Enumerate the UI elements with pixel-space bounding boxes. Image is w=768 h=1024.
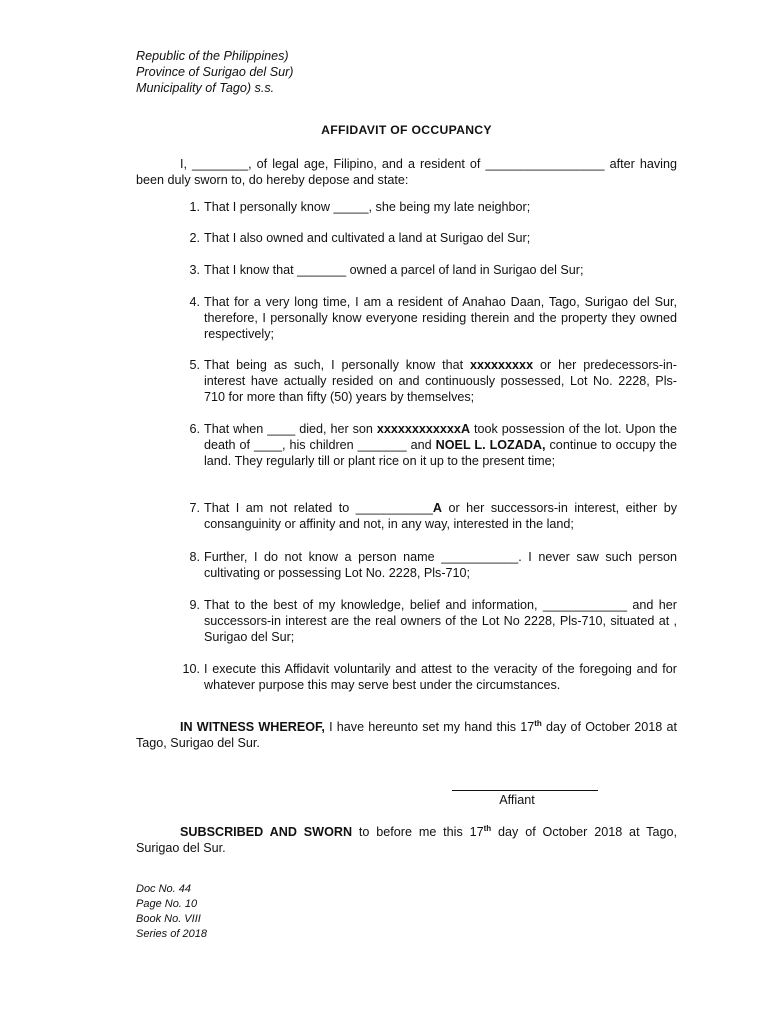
- placeholder-suffix: A: [432, 501, 442, 515]
- placeholder-son-name: xxxxxxxxxxxxA: [376, 422, 471, 436]
- document-title: AFFIDAVIT OF OCCUPANCY: [321, 123, 492, 137]
- item-text: [204, 500, 677, 532]
- statement-item-3: [180, 262, 677, 278]
- venue-municipality: Municipality of Tago) s.s.: [136, 81, 275, 95]
- item-text: That I also owned and cultivated a land at Surigao del Sur;: [204, 231, 531, 245]
- item-number: 6.: [189, 422, 200, 436]
- affiant-label: Affiant: [499, 793, 535, 807]
- venue-province: Province of Surigao del Sur): [136, 65, 294, 79]
- item-text: [204, 421, 677, 469]
- statement-item-6: [180, 421, 677, 469]
- item-text: That to the best of my knowledge, belief and information, ____________ and her successors-in interest are the real owners of the Lot No 2228, Pls-710, situated at , Surigao del Sur;: [204, 598, 677, 644]
- item-number: 3.: [189, 263, 200, 277]
- item-number: 4.: [189, 295, 200, 309]
- jurat-text: to before me this 17: [352, 825, 484, 839]
- statement-item-4: [180, 294, 677, 342]
- witness-text: I have hereunto set my hand this 17: [324, 720, 535, 734]
- item-number: 9.: [189, 598, 200, 612]
- jurat-paragraph: [136, 824, 677, 856]
- item-number: 8.: [189, 550, 200, 564]
- statement-item-7: [180, 500, 677, 532]
- item-text-part: That when ____ died, her son: [204, 422, 377, 436]
- item-number: 5.: [189, 358, 200, 372]
- item-text: [204, 357, 677, 405]
- item-text-part: or her predecessors-in-interest have actually resided on and continuously possessed, Lot No. 2228, Pls- 710 for more than fifty (50) years by themselves;: [204, 358, 678, 404]
- book-number: Book No. VIII: [136, 913, 201, 925]
- placeholder-name: xxxxxxxxx: [470, 358, 534, 372]
- notarial-register: [136, 882, 207, 942]
- statement-item-8: [180, 549, 677, 581]
- statement-item-10: [180, 661, 677, 693]
- series-year: Series of 2018: [136, 928, 207, 940]
- item-number: 2.: [189, 231, 200, 245]
- ordinal-suffix: th: [483, 824, 492, 833]
- item-text-part: continue to occupy the land. They regularly till or plant rice on it up to the present time;: [204, 438, 677, 468]
- item-text: That I personally know _____, she being my late neighbor;: [204, 200, 531, 214]
- item-text-part: That being as such, I personally know that: [204, 358, 471, 372]
- venue-caption: [136, 48, 294, 96]
- statement-item-1: [180, 199, 677, 215]
- item-text-part: or her successors-in interest, either by consanguinity or affinity and not, in any way, interested in the land;: [204, 501, 677, 531]
- item-number: 7.: [189, 501, 200, 515]
- item-text: Further, I do not know a person name ___________. I never saw such person cultivating or possessing Lot No. 2228, Pls-710;: [204, 550, 677, 580]
- item-number: 1.: [189, 200, 200, 214]
- item-text-part: took possession of the lot. Upon the death of ____, his children _______ and: [204, 422, 677, 452]
- item-text: I execute this Affidavit voluntarily and attest to the veracity of the foregoing and for whatever purpose this may serve best under the circumstances.: [204, 662, 677, 692]
- signature-line: [452, 790, 598, 791]
- ordinal-suffix: th: [534, 719, 542, 728]
- item-text: That for a very long time, I am a resident of Anahao Daan, Tago, Surigao del Sur, therefore, I personally know everyone residing therein and the property they owned respectively;: [204, 295, 677, 341]
- statement-item-9: [180, 597, 677, 645]
- jurat-heading: SUBSCRIBED AND SWORN: [180, 825, 353, 839]
- statement-item-5: [180, 357, 677, 405]
- intro-paragraph: I, ________, of legal age, Filipino, and a resident of _________________ after having been duly sworn to, do hereby depose and state:: [136, 157, 677, 187]
- page-number: Page No. 10: [136, 898, 198, 910]
- item-text-part: That I am not related to ___________: [204, 501, 433, 515]
- doc-number: Doc No. 44: [136, 883, 192, 895]
- witness-heading: IN WITNESS WHEREOF,: [180, 720, 325, 734]
- child-name: NOEL L. LOZADA,: [435, 438, 546, 452]
- item-number: 10.: [182, 662, 200, 676]
- witness-paragraph: [136, 719, 677, 751]
- statement-item-2: [180, 230, 677, 246]
- venue-republic: Republic of the Philippines): [136, 49, 289, 63]
- witness-text: day of October 2018 at Tago, Surigao del Sur.: [136, 720, 677, 750]
- jurat-text: day of October 2018 at Tago, Surigao del Sur.: [136, 825, 677, 855]
- item-text: That I know that _______ owned a parcel of land in Surigao del Sur;: [204, 263, 584, 277]
